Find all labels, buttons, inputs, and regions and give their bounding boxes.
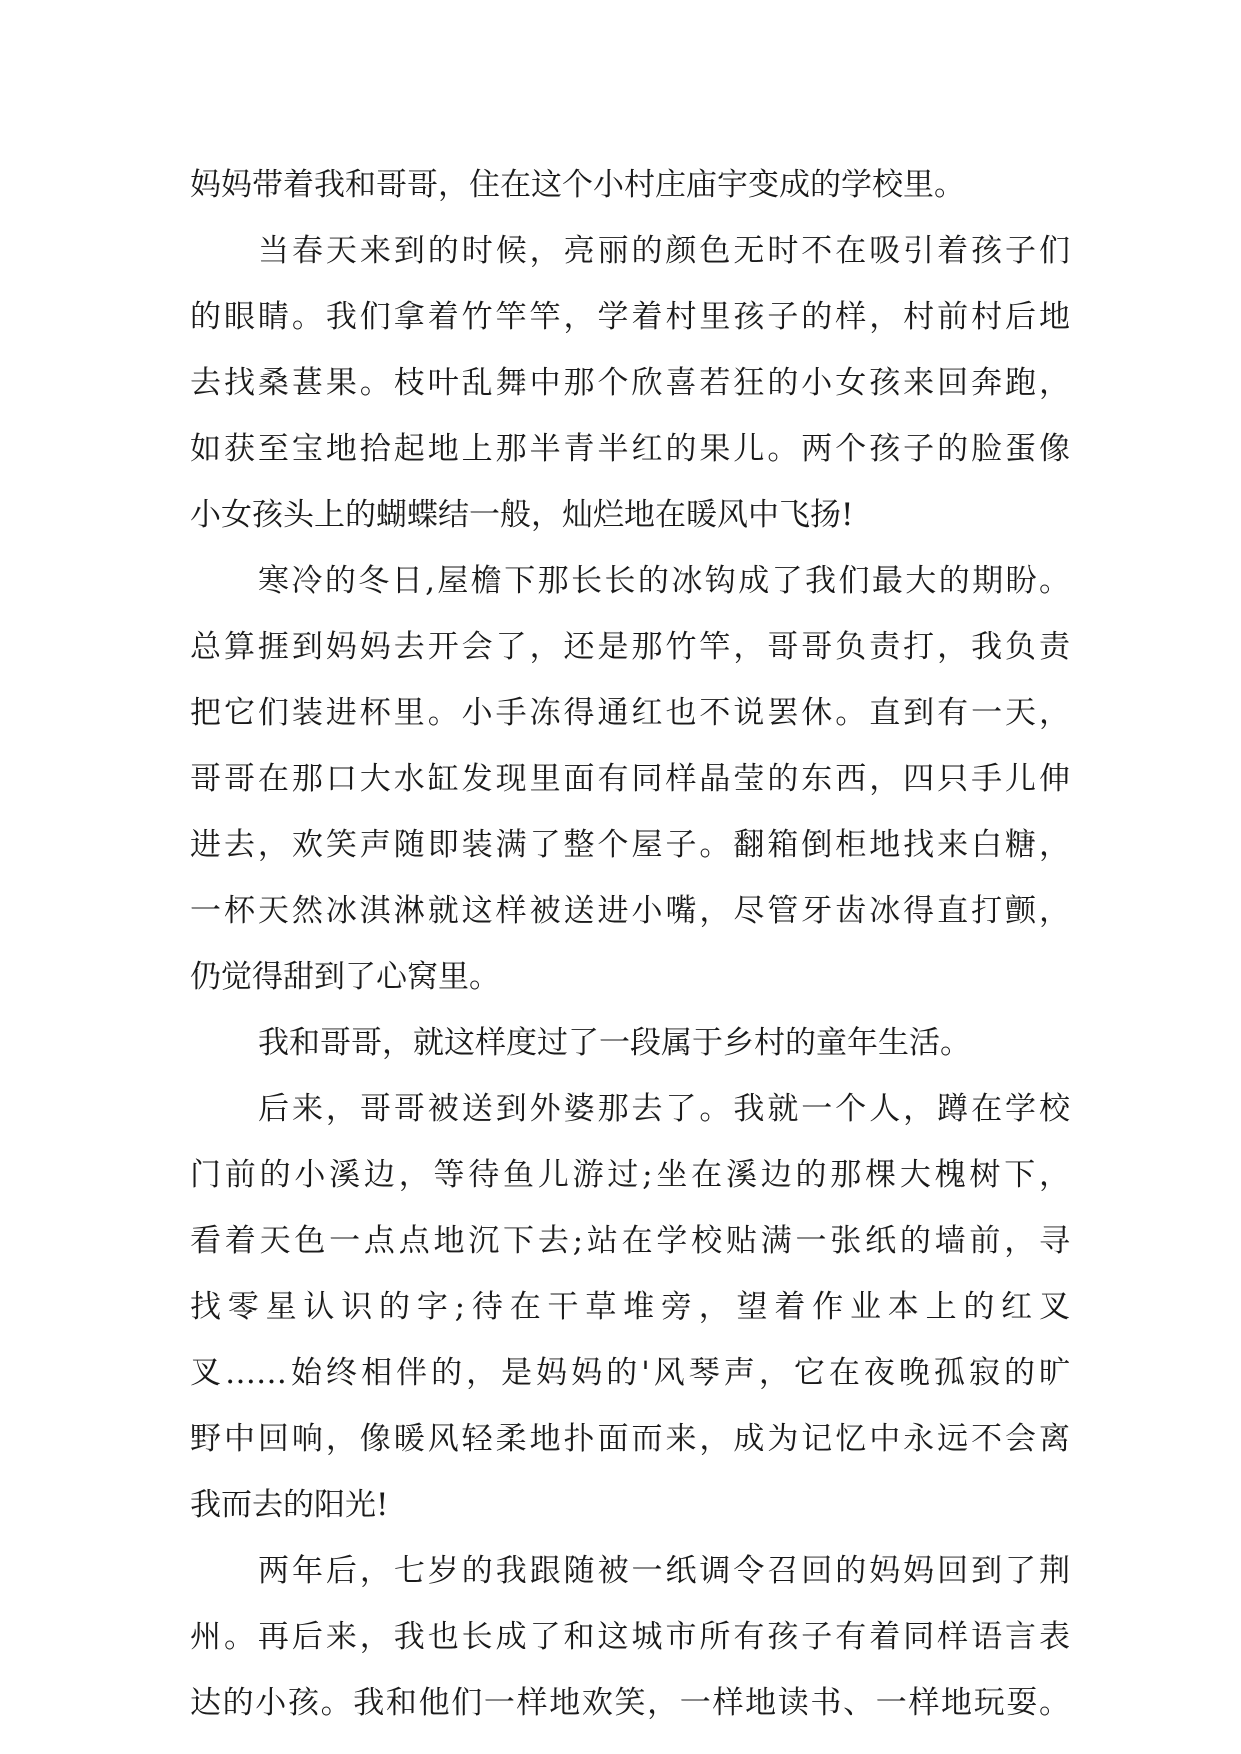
text-line: 仍觉得甜到了心窝里。 bbox=[190, 959, 500, 995]
text-line: 妈妈带着我和哥哥，住在这个小村庄庙宇变成的学校里。 bbox=[190, 167, 965, 203]
text-line: 的眼睛。我们拿着竹竿竿，学着村里孩子的样，村前村后地 bbox=[190, 299, 1070, 335]
text-line: 哥哥在那口大水缸发现里面有同样晶莹的东西，四只手儿伸 bbox=[190, 761, 1070, 797]
paragraph-first-line: 我和哥哥，就这样度过了一段属于乡村的童年生活。 bbox=[258, 1025, 971, 1061]
text-line: 我而去的阳光! bbox=[190, 1487, 389, 1523]
text-line: 总算捱到妈妈去开会了，还是那竹竿，哥哥负责打，我负责 bbox=[190, 629, 1070, 665]
text-line: 去找桑葚果。枝叶乱舞中那个欣喜若狂的小女孩来回奔跑， bbox=[190, 365, 1070, 401]
text-line: 州。再后来，我也长成了和这城市所有孩子有着同样语言表 bbox=[190, 1619, 1070, 1655]
text-line: 看着天色一点点地沉下去;站在学校贴满一张纸的墙前，寻 bbox=[190, 1223, 1070, 1259]
document-body bbox=[190, 152, 1070, 1736]
paragraph-first-line: 后来，哥哥被送到外婆那去了。我就一个人，蹲在学校 bbox=[258, 1091, 1070, 1127]
text-line: 一杯天然冰淇淋就这样被送进小嘴，尽管牙齿冰得直打颤， bbox=[190, 893, 1070, 929]
text-line: 把它们装进杯里。小手冻得通红也不说罢休。直到有一天， bbox=[190, 695, 1070, 731]
paragraph-first-line: 寒冷的冬日,屋檐下那长长的冰钩成了我们最大的期盼。 bbox=[258, 563, 1070, 599]
text-line: 小女孩头上的蝴蝶结一般，灿烂地在暖风中飞扬! bbox=[190, 497, 854, 533]
paragraph-first-line: 当春天来到的时候，亮丽的颜色无时不在吸引着孩子们 bbox=[258, 233, 1070, 269]
paragraph-first-line: 两年后，七岁的我跟随被一纸调令召回的妈妈回到了荆 bbox=[258, 1553, 1070, 1589]
text-line: 进去，欢笑声随即装满了整个屋子。翻箱倒柜地找来白糖， bbox=[190, 827, 1070, 863]
text-line: 野中回响，像暖风轻柔地扑面而来，成为记忆中永远不会离 bbox=[190, 1421, 1070, 1457]
text-line: 如获至宝地拾起地上那半青半红的果儿。两个孩子的脸蛋像 bbox=[190, 431, 1070, 467]
text-line: 达的小孩。我和他们一样地欢笑，一样地读书、一样地玩耍。 bbox=[190, 1685, 1070, 1721]
text-line: 叉……始终相伴的，是妈妈的'风琴声，它在夜晚孤寂的旷 bbox=[190, 1355, 1070, 1391]
text-line: 门前的小溪边，等待鱼儿游过;坐在溪边的那棵大槐树下， bbox=[190, 1157, 1070, 1193]
text-line: 找零星认识的字;待在干草堆旁，望着作业本上的红叉 bbox=[190, 1289, 1070, 1325]
